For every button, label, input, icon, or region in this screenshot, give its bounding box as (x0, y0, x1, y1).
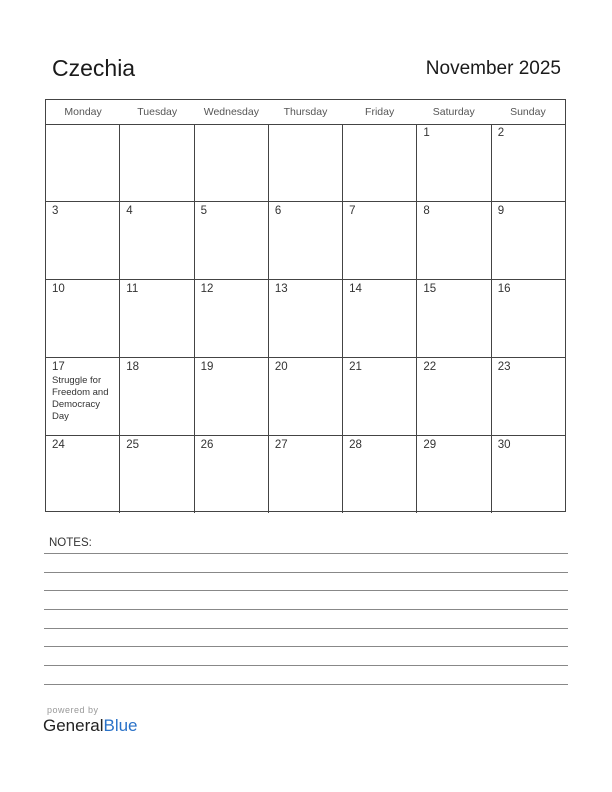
day-cell[interactable] (417, 202, 491, 279)
day-cell[interactable] (492, 358, 565, 435)
day-number: 22 (423, 361, 437, 373)
notes-label: NOTES: (49, 537, 92, 549)
brand-general: General (43, 716, 104, 735)
notes-line (44, 590, 568, 591)
day-number: 16 (497, 283, 511, 295)
day-cell[interactable] (195, 358, 269, 435)
day-number: 14 (349, 283, 362, 295)
day-cell[interactable] (46, 436, 120, 513)
day-number: 8 (423, 205, 430, 217)
day-cell[interactable] (492, 202, 565, 279)
weekday-label: Sunday (510, 106, 546, 118)
week-row (46, 358, 565, 436)
day-number: 27 (274, 439, 288, 451)
day-number: 30 (497, 439, 511, 451)
day-number: 25 (126, 439, 140, 451)
week-row (46, 202, 565, 280)
day-number: 13 (274, 283, 288, 295)
day-cell[interactable] (46, 358, 120, 435)
day-cell[interactable] (269, 202, 343, 279)
holiday-label: Struggle for Freedom and Democracy Day (52, 375, 109, 422)
day-cell[interactable] (417, 280, 491, 357)
day-cell[interactable] (269, 358, 343, 435)
notes-line (44, 665, 568, 666)
generalblue-logo[interactable] (43, 716, 138, 736)
day-number: 15 (423, 283, 437, 295)
day-cell[interactable] (269, 280, 343, 357)
weekday-label: Tuesday (137, 106, 178, 118)
day-number: 10 (52, 283, 65, 295)
day-cell[interactable] (269, 124, 343, 201)
day-cell[interactable] (195, 436, 269, 513)
day-cell[interactable] (120, 358, 194, 435)
day-number: 12 (200, 283, 214, 295)
day-number: 5 (200, 205, 207, 217)
country-title: Czechia (52, 55, 136, 81)
day-cell[interactable] (46, 202, 120, 279)
day-number: 29 (423, 439, 437, 451)
day-cell[interactable] (492, 124, 565, 201)
day-cell[interactable] (269, 436, 343, 513)
notes-line (44, 646, 568, 647)
notes-line (44, 628, 568, 629)
day-number: 6 (274, 205, 282, 217)
day-number: 11 (126, 283, 139, 295)
day-number: 19 (200, 361, 214, 373)
weekday-label: Thursday (283, 106, 328, 118)
weekday-label: Monday (64, 106, 102, 118)
day-number: 17 (52, 361, 65, 373)
day-cell[interactable] (46, 280, 120, 357)
day-number: 21 (349, 361, 362, 373)
day-number: 2 (497, 127, 505, 139)
powered-by-text: powered by (47, 705, 99, 715)
notes-line (44, 609, 568, 610)
day-cell[interactable] (417, 436, 491, 513)
weekday-label: Saturday (432, 106, 475, 118)
day-number: 26 (200, 439, 214, 451)
day-cell[interactable] (46, 124, 120, 201)
day-number: 4 (126, 205, 133, 217)
day-cell[interactable] (417, 358, 491, 435)
day-number: 28 (349, 439, 362, 451)
day-cell[interactable] (120, 124, 194, 201)
weekday-header (46, 100, 565, 125)
calendar-body (46, 124, 565, 511)
day-number: 18 (126, 361, 140, 373)
week-row (46, 280, 565, 358)
day-cell[interactable] (343, 358, 417, 435)
day-number: 24 (52, 439, 65, 451)
day-number: 7 (349, 205, 356, 217)
day-cell[interactable] (343, 436, 417, 513)
notes-line (44, 553, 568, 554)
day-cell[interactable] (417, 124, 491, 201)
day-cell[interactable] (195, 280, 269, 357)
month-title: November 2025 (425, 58, 561, 79)
day-cell[interactable] (120, 436, 194, 513)
day-number: 9 (497, 205, 505, 217)
day-cell[interactable] (120, 202, 194, 279)
day-cell[interactable] (343, 124, 417, 201)
day-number: 23 (497, 361, 511, 373)
notes-line (44, 572, 568, 573)
weekday-label: Friday (365, 106, 395, 118)
calendar-grid (45, 99, 566, 512)
day-number: 1 (423, 127, 430, 139)
day-number: 20 (274, 361, 288, 373)
week-row (46, 436, 565, 513)
day-number: 3 (52, 205, 59, 217)
day-cell[interactable] (492, 280, 565, 357)
brand-blue: Blue (103, 716, 138, 735)
day-cell[interactable] (120, 280, 194, 357)
week-row (46, 124, 565, 202)
day-cell[interactable] (492, 436, 565, 513)
notes-line (44, 684, 568, 685)
day-cell[interactable] (343, 202, 417, 279)
day-cell[interactable] (195, 124, 269, 201)
day-cell[interactable] (195, 202, 269, 279)
day-cell[interactable] (343, 280, 417, 357)
weekday-label: Wednesday (203, 106, 259, 118)
